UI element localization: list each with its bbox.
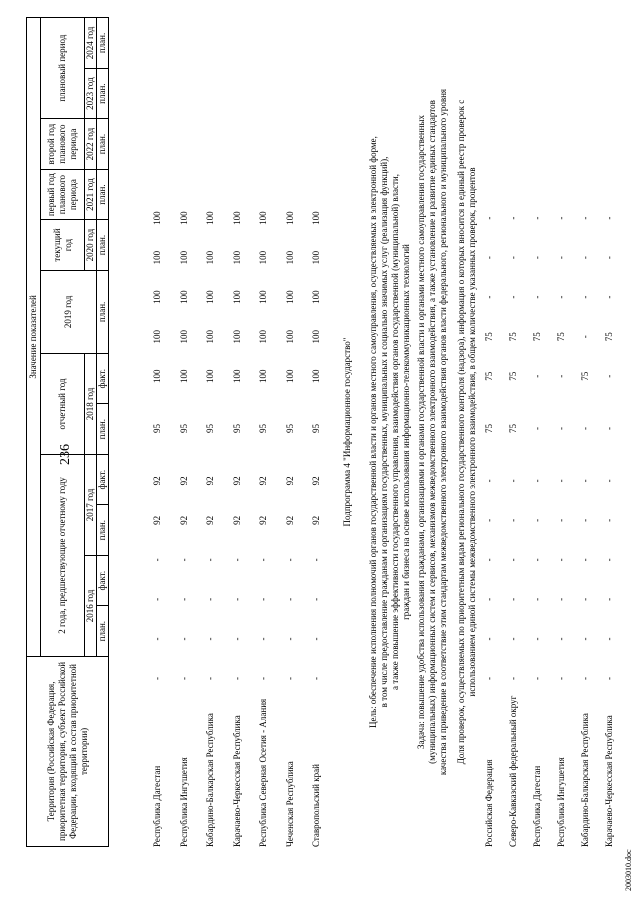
bottom-cell: - [604,676,614,680]
top-cell: 100 [258,290,268,304]
bottom-cell: - [484,518,494,522]
top-cell: - [205,597,215,601]
top-cell: 92 [258,515,268,525]
top-cell: 100 [231,329,242,344]
header-plan: план. [97,606,109,656]
bottom-cell: - [556,637,566,641]
top-cell: - [152,676,162,680]
bottom-cell: - [580,479,590,483]
top-cell: 100 [231,369,242,383]
top-cell: 100 [205,369,215,383]
bottom-cell: - [532,676,542,680]
bottom-row-name: Республика Дагестан [532,765,542,847]
bottom-cell: - [508,479,518,483]
top-row-name: Кабардино-Балкарская Республика [205,713,215,847]
top-cell: 100 [258,250,268,265]
bottom-cell: 75 [604,332,614,342]
bottom-cell: - [532,637,542,641]
header-plan: план. [97,505,109,555]
bottom-cell: 75 [484,424,494,434]
top-cell: - [258,637,268,641]
goal-line: в том числе предоставление гражданам и организациям государственных, муниципальных и социально значимых услуг (реализация функций), [379,156,389,708]
header-current-year: текущий год [41,220,85,270]
bottom-cell: - [604,256,614,260]
bottom-row-name: Карачаево-Черкесская Республика [604,715,614,847]
bottom-cell: - [532,427,542,431]
header-2023: 2023 год [85,68,97,118]
header-plan: план. [97,169,109,219]
top-cell: 100 [258,211,268,225]
header-fact: факт. [97,555,109,605]
top-cell: 100 [284,329,295,344]
top-cell: 100 [231,250,242,265]
bottom-cell: - [556,518,566,522]
top-cell: 100 [152,290,162,304]
bottom-row-name: Республика Ингушетия [556,757,566,847]
top-cell: 100 [152,250,162,265]
top-cell: 100 [205,329,215,344]
bottom-cell: - [532,256,542,260]
header-2020: 2020 год [85,220,97,270]
top-cell: - [284,558,295,562]
top-cell: 95 [178,424,189,434]
top-cell: - [231,676,242,680]
header-fact: факт. [97,353,109,403]
bottom-cell: - [508,637,518,641]
bottom-cell: - [580,335,590,339]
top-cell: 100 [231,290,242,304]
top-cell: 92 [258,476,268,486]
top-row-name: Ставропольский край [311,764,321,847]
bottom-cell: - [556,676,566,680]
top-cell: 100 [178,329,189,344]
header-two-years-before: 2 года, предшествующие отчетному году [41,454,85,656]
top-cell: 100 [205,211,215,225]
top-row-name: Республика Ингушетия [178,757,189,847]
top-cell: 95 [284,424,295,434]
header-plan: план. [97,220,109,270]
bottom-cell: - [580,427,590,431]
bottom-cell: 75 [508,424,518,434]
bottom-cell: - [508,518,518,522]
bottom-cell: - [604,518,614,522]
top-cell: - [258,558,268,562]
top-cell: 100 [205,290,215,304]
bottom-cell: - [532,374,542,378]
bottom-cell: - [508,256,518,260]
top-cell: - [284,676,295,680]
top-row-name: Чеченская Республика [284,761,295,847]
top-cell: 92 [178,515,189,525]
top-cell: 92 [311,476,321,486]
bottom-cell: - [580,637,590,641]
bottom-cell: - [580,518,590,522]
top-cell: 95 [311,424,321,434]
top-cell: 92 [205,476,215,486]
top-cell: 92 [205,515,215,525]
page-number: 236 [58,444,73,465]
top-row-name: Карачаево-Черкесская Республика [231,715,242,847]
top-cell: - [258,597,268,601]
goal-line: а также повышение эффективности государственного управления, взаимодействия органов государственной (муниципальной) власти, [390,174,400,691]
header-fact: факт. [97,454,109,504]
top-cell: 92 [284,476,295,486]
top-cell: 100 [258,329,268,344]
header-plan: план. [97,119,109,169]
bottom-row-name: Российская Федерация [484,759,494,847]
top-cell: - [311,676,321,680]
bottom-cell: - [604,558,614,562]
top-cell: - [152,597,162,601]
top-cell: 100 [178,290,189,304]
bottom-cell: - [556,427,566,431]
top-cell: 92 [152,515,162,525]
top-cell: - [311,637,321,641]
header-2016: 2016 год [85,555,97,656]
top-cell: - [284,597,295,601]
subprogram-title: Подпрограмма 4 "Информационное государство" [342,337,352,527]
header-plan-period: плановый период [41,18,85,119]
bottom-cell: - [508,597,518,601]
top-cell: 100 [152,329,162,344]
top-cell: - [311,558,321,562]
header-2022: 2022 год [85,119,97,169]
bottom-cell: - [604,597,614,601]
header-territory: Территория (Российская Федерация, приоритетная территория, субъект Российской Федерации, входящий в состав приоритетной территории) [27,656,109,846]
top-row-name: Республика Северная Осетия - Алания [258,698,268,847]
bottom-cell: - [556,597,566,601]
bottom-cell: - [556,374,566,378]
top-cell: - [178,558,189,562]
bottom-cell: - [532,479,542,483]
top-cell: 95 [231,424,242,434]
header-2019: 2019 год [41,270,97,353]
bottom-cell: - [580,558,590,562]
top-cell: - [231,558,242,562]
bottom-cell: - [604,295,614,299]
bottom-cell: - [484,479,494,483]
top-cell: - [284,637,295,641]
top-cell: 92 [178,476,189,486]
bottom-cell: - [604,427,614,431]
header-2021: 2021 год [85,169,97,219]
top-cell: 92 [152,476,162,486]
bottom-cell: - [532,597,542,601]
bottom-cell: - [556,216,566,220]
bottom-cell: - [604,216,614,220]
header-plan: план. [97,68,109,118]
header-second-plan-year: второй год планового периода [41,119,85,169]
top-cell: 100 [152,211,162,225]
top-cell: 95 [258,424,268,434]
header-plan: план. [97,270,109,353]
bottom-cell: - [484,558,494,562]
task-line: качества и приведение в соответствие этим стандартам межведомственного электронного взаимодействия органов власти федерального, регионального и муниципального уровня [438,88,448,776]
header-plan: план. [97,404,109,454]
top-cell: - [178,597,189,601]
header-report-year: отчетный год [41,353,85,454]
goal-line: Цель: обеспечение исполнения полномочий органов государственной власти и органов местного самоуправления, осуществляемых в электронной форме, [368,136,378,728]
top-cell: 100 [311,290,321,304]
bottom-cell: - [604,374,614,378]
top-cell: 100 [205,250,215,265]
task-line: Задача: повышение удобства использования гражданами, организациями и органами государственной власти и органами местного самоуправления государственных [416,114,426,750]
bottom-cell: - [484,256,494,260]
bottom-cell: 75 [484,371,494,381]
top-cell: - [311,597,321,601]
indicator-line: использованием единой системы межведомственного электронного взаимодействия, в общем количестве указанных проверок, процентов [467,167,477,697]
top-cell: 100 [284,290,295,304]
bottom-cell: - [556,558,566,562]
bottom-cell: - [580,256,590,260]
bottom-cell: - [508,216,518,220]
bottom-cell: - [580,295,590,299]
header-2018: 2018 год [85,353,97,454]
top-cell: 100 [284,211,295,225]
top-cell: 100 [178,369,189,383]
top-cell: - [152,637,162,641]
top-cell: - [178,676,189,680]
top-cell: 100 [311,329,321,344]
bottom-cell: 75 [532,332,542,342]
bottom-cell: - [532,518,542,522]
indicators-table [26,17,109,847]
top-cell: 100 [178,250,189,265]
top-cell: 100 [284,250,295,265]
top-cell: - [231,597,242,601]
bottom-cell: - [532,216,542,220]
bottom-cell: 75 [556,332,566,342]
top-cell: 100 [231,211,242,225]
bottom-cell: - [484,295,494,299]
bottom-cell: - [484,597,494,601]
bottom-cell: 75 [508,332,518,342]
top-cell: - [231,637,242,641]
bottom-cell: - [580,216,590,220]
bottom-cell: - [508,676,518,680]
top-cell: 100 [284,369,295,383]
bottom-cell: 75 [508,371,518,381]
top-row-name: Республика Дагестан [152,765,162,847]
top-cell: 100 [152,369,162,383]
bottom-cell: - [580,597,590,601]
bottom-cell: - [604,637,614,641]
top-cell: 95 [152,424,162,434]
footer-filename: 2003010.doc [624,849,633,891]
bottom-cell: - [532,558,542,562]
bottom-cell: 75 [484,332,494,342]
top-cell: - [205,558,215,562]
bottom-cell: - [532,295,542,299]
bottom-cell: - [484,676,494,680]
top-cell: 95 [205,424,215,434]
top-cell: 92 [231,476,242,486]
bottom-cell: - [508,295,518,299]
goal-line: граждан и бизнеса на основе использования информационно-телекоммуникационных технологий [401,244,411,620]
header-2024: 2024 год [85,18,97,69]
top-cell: 100 [311,369,321,383]
header-2017: 2017 год [85,454,97,555]
bottom-cell: - [556,256,566,260]
bottom-cell: - [484,637,494,641]
top-cell: 92 [284,515,295,525]
top-cell: - [152,558,162,562]
top-cell: 92 [231,515,242,525]
bottom-cell: - [508,558,518,562]
bottom-row-name: Северо-Кавказский федеральный округ [508,695,518,847]
bottom-cell: 75 [580,371,590,381]
header-plan: план. [97,18,109,69]
bottom-cell: - [580,676,590,680]
bottom-cell: - [604,479,614,483]
header-first-plan-year: первый год планового периода [41,169,85,219]
top-cell: 100 [311,250,321,265]
top-cell: - [205,676,215,680]
header-indicators: Значение показателей [27,18,41,657]
top-cell: - [178,637,189,641]
top-cell: 100 [178,211,189,225]
top-cell: - [205,637,215,641]
bottom-cell: - [484,216,494,220]
top-cell: 92 [311,515,321,525]
indicator-line: Доля проверок, осуществляемых по приоритетным видам регионального государственного контроля (надзора), информация о которых вносится в единый реестр проверок с [456,99,466,765]
bottom-row-name: Кабардино-Балкарская Республика [580,713,590,847]
top-cell: 100 [258,369,268,383]
top-cell: - [258,676,268,680]
task-line: (муниципальных) информационных систем и сервисов, механизмов межведомственного электронного взаимодействия, а также установление и развитие единых стандартов [427,100,437,764]
top-cell: 100 [311,211,321,225]
bottom-cell: - [556,295,566,299]
bottom-cell: - [556,479,566,483]
